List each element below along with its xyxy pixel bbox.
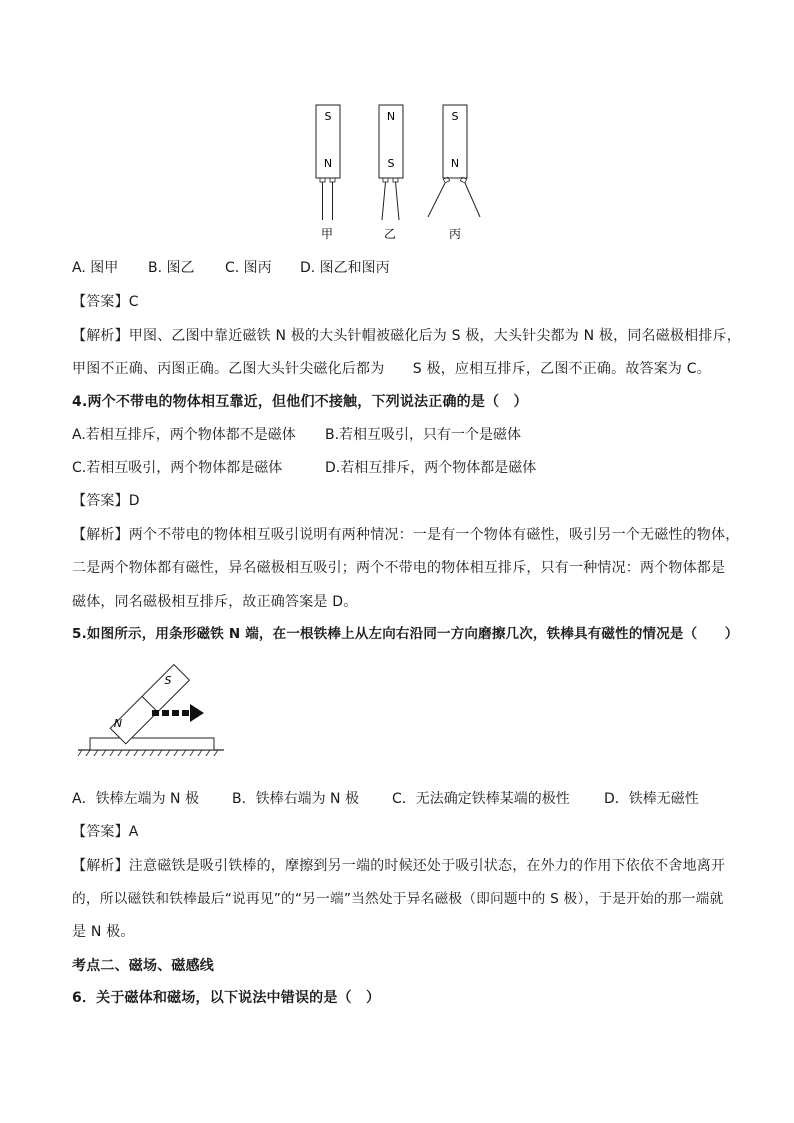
magnet-bing-bottom-pole: N (450, 157, 460, 170)
q3-analysis-line-2: 甲图不正确、丙图正确。乙图大头针尖磁化后都为 S 极，应相互排斥，乙图不正确。故答案为 C。 (72, 361, 711, 377)
q6-stem: 6．关于磁体和磁场，以下说法中错误的是（ ） (72, 990, 381, 1006)
q4-option-d: D.若相互排斥，两个物体都是磁体 (325, 460, 537, 476)
q3-option-a: A. 图甲 (72, 260, 119, 276)
q5-analysis-line-1: 【解析】注意磁铁是吸引铁棒的，摩擦到另一端的时候还处于吸引状态，在外力的作用下依依不舍地离开 (72, 858, 726, 874)
magnet-bing-top-pole: S (451, 110, 459, 123)
q4-answer: 【答案】D (72, 493, 140, 509)
magnet-yi-top-pole: N (386, 110, 396, 123)
section-heading: 考点二、磁场、磁感线 (72, 958, 214, 974)
bar-magnet (110, 665, 189, 744)
magnet-jia (316, 105, 340, 241)
caption-bing: 丙 (448, 227, 462, 241)
q3-option-d: D. 图乙和图丙 (300, 260, 390, 276)
q4-analysis-line-2: 二是两个物体都有磁性，异名磁极相互吸引；两个不带电的物体相互排斥，只有一种情况：两个物体都是 (72, 560, 726, 576)
magnet-s-pole: S (164, 674, 172, 687)
q4-option-a: A.若相互排斥，两个物体都不是磁体 (72, 427, 296, 443)
q5-option-b: B．铁棒右端为 N 极 (232, 791, 359, 807)
q4-analysis-line-1: 【解析】两个不带电的物体相互吸引说明有两种情况：一是有一个物体有磁性，吸引另一个无磁性的物体， (72, 527, 740, 543)
q5-option-c: C．无法确定铁棒某端的极性 (392, 791, 570, 807)
q3-answer: 【答案】C (72, 294, 139, 310)
q5-analysis-line-3: 是 N 极。 (72, 924, 135, 940)
magnet-yi-bottom-pole: S (387, 157, 395, 170)
magnet-yi (379, 105, 403, 241)
caption-jia: 甲 (320, 227, 334, 241)
q3-analysis-line-1: 【解析】甲图、乙图中靠近磁铁 N 极的大头针帽被磁化后为 S 极，大头针尖都为 N 极，同名磁极相排斥， (72, 328, 741, 344)
iron-rod (90, 738, 214, 750)
magnet-n-pole: N (113, 717, 123, 730)
magnet-bing (428, 105, 480, 241)
q3-option-c: C. 图丙 (225, 260, 272, 276)
q5-answer: 【答案】A (72, 824, 139, 840)
magnet-jia-top-pole: S (324, 110, 332, 123)
magnet-rubbing-figure (78, 660, 228, 760)
q4-option-b: B.若相互吸引，只有一个是磁体 (325, 427, 522, 443)
q5-stem: 5.如图所示，用条形磁铁 N 端，在一根铁棒上从左向右沿同一方向磨擦几次，铁棒具有磁性的情况是（ ） (72, 626, 739, 642)
q5-analysis-line-2: 的，所以磁铁和铁棒最后“说再见”的“另一端”当然处于异名磁极（即问题中的 S 极），于是开始的那一端就 (72, 891, 724, 907)
q5-option-d: D．铁棒无磁性 (604, 791, 699, 807)
magnet-jia-bottom-pole: N (323, 157, 333, 170)
q5-option-a: A．铁棒左端为 N 极 (72, 791, 199, 807)
q4-stem: 4.两个不带电的物体相互靠近，但他们不接触，下列说法正确的是（ ） (72, 394, 528, 410)
q3-option-b: B. 图乙 (148, 260, 195, 276)
magnet-pins-figure (300, 100, 500, 245)
caption-yi: 乙 (383, 227, 397, 241)
q4-analysis-line-3: 磁体，同名磁极相互排斥，故正确答案是 D。 (72, 594, 358, 610)
q4-option-c: C.若相互吸引，两个物体都是磁体 (72, 460, 283, 476)
